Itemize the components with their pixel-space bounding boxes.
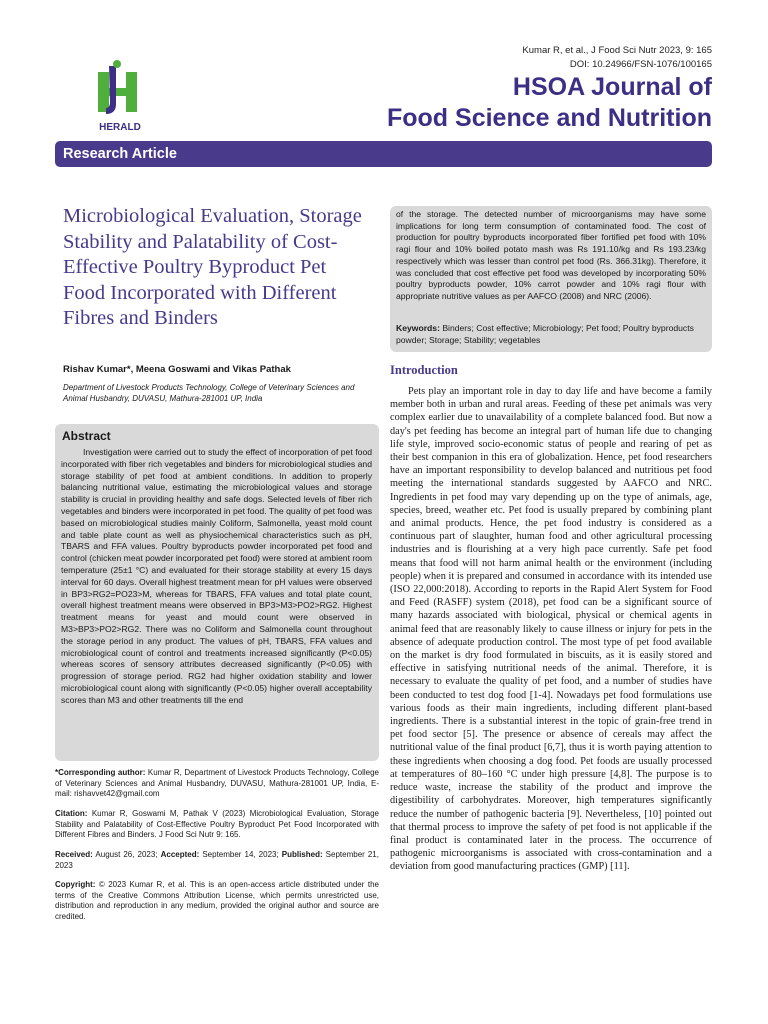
keywords xyxy=(396,323,706,346)
abstract-continuation: of the storage. The detected number of microorganisms may have some implications for long term consumption of contaminated food. The cost of production for poultry byproducts incorporated fiber fortified pet food with 10% ragi flour and 10% boiled potato mash was Rs 191.10/kg and Rs 193.23/kg respectively which was lesser than control pet food (Rs. 366.31kg). Therefore, it was concluded that cost effective pet food was developed by incorporating 50% poultry byproducts powder, 10% carrot powder and 10% ragi flour with appropriate nutritive values as per AAFCO (2008) and NRC (2006). xyxy=(396,209,706,301)
accepted-label: Accepted: xyxy=(160,850,200,859)
affiliation: Department of Livestock Products Technology, College of Veterinary Sciences and Animal Husbandry, DUVASU, Mathura-281001 UP, India xyxy=(63,383,355,403)
abstract-continuation-box xyxy=(390,206,712,352)
corresponding-label: *Corresponding author: xyxy=(55,768,146,777)
copyright-label: Copyright: xyxy=(55,880,96,889)
citation-block xyxy=(55,809,379,841)
journal-title-line1: HSOA Journal of xyxy=(512,73,712,101)
received-date: August 26, 2023; xyxy=(95,850,158,859)
published-date: September 21, 2023 xyxy=(55,850,379,870)
keywords-text: Binders; Cost effective; Microbiology; Pet food; Poultry byproducts powder; Storage; Stability; vegetables xyxy=(396,323,694,345)
copyright-text: © 2023 Kumar R, et al. This is an open-access article distributed under the terms of the Creative Commons Attribution License, which permits unrestricted use, distribution and reproduction in any medium, provided the original author and source are credited. xyxy=(55,880,379,921)
corresponding-author xyxy=(55,768,379,800)
abstract-heading: Abstract xyxy=(62,429,111,443)
citation-text: Kumar R, Goswami M, Pathak V (2023) Microbiological Evaluation, Storage Stability and Palatability of Cost-Effective Poultry Byproduct Pet Food Incorporated with Different Fibres and Binders. J Food Sci Nutr 9: 165. xyxy=(55,809,379,839)
article-title: Microbiological Evaluation, Storage Stability and Palatability of Cost-Effective Poultry Byproduct Pet Food Incorporated with Different Fibres and Binders xyxy=(63,205,362,329)
abstract-text-content: Investigation were carried out to study the effect of incorporation of pet food incorporated with fiber rich vegetables and binders for microbiological studies and storage stability of pet food at ambient conditions. In addition to properly balancing nutritional value, estimating the microbiological values and storage stability is crucial in providing healthy and safe dogs. Selected levels of fiber rich vegetables and binders were incorporated in pet food. The quality of pet food was based on microbiological studies mainly Coliform, Salmonella, yeast mold count and table plate count as well as physiochemical characteristics such as pH, TBARS and FFA values. Poultry byproducts powder incorporated pet food and control (chicken meat powder incorporated pet food) were stored at ambient room temperature (25±1 °C) and evaluated for their storage stability at every 15 days interval for 60 days. Overall highest treatment mean for pH values were observed in BP3>RG2=PO23>M, whereas for TBARS, FFA values and total plate count, overall highest treatment means were observed in BP3>M3>PO2>RG2. Highest treatment means for yeast and mould count were observed in M3>BP3>PO2>RG2. There was no Coliform and Salmonella count throughout the storage period in any product. The values of pH, TBARS, FFA values and microbiological count of control and treatments increased significantly (P<0.05) whereas scores of sensory attributes decreased significantly (P<0.05) with progression of storage period. RG2 had higher oxidation stability and lower microbiological count along with significantly (P<0.05) higher overall acceptability scores than M3 and other treatments till the end xyxy=(61,447,372,705)
abstract-text xyxy=(61,447,372,707)
authors: Rishav Kumar*, Meena Goswami and Vikas Pathak xyxy=(63,364,291,375)
citation-line: Kumar R, et al., J Food Sci Nutr 2023, 9: 165 xyxy=(522,45,712,56)
copyright-block xyxy=(55,880,379,922)
introduction-heading: Introduction xyxy=(390,363,458,377)
journal-title xyxy=(387,72,712,134)
abstract-box xyxy=(55,424,379,761)
received-label: Received: xyxy=(55,850,93,859)
introduction-text: Pets play an important role in day to day life and have become a family member both in urban and rural areas. Feeding of these pet animals was very complex earlier due to unavailability of a complete balanced food. But now a day's pet feeding has become an integral part of human life due to changing life style, improved socio-economic status of people and rearing of pet as their best companion in this era of globalization. Hence, pet food researchers have an important responsibility to develop balanced and nutritious pet food meeting the international standards suggested by AAFCO and NRC. Ingredients in pet food may vary depending up on the type of animals, age, species, breed, weather etc. Pet food is usually prepared by combining plant and animal products. Hence, the pet food industry is considered as a continuous part of slaughter, human food and other agricultural processing industries and is flourishing at a very high pace currently. Safe pet food means that food will not harm animal health or the environment (including people) when it is prepared and consumed in accordance with its intended use (ISO 22,000:2018). According to reports in the Rapid Alert System for Food and Feed (RASFF) system (2018), pet food can be a significant source of many hazards associated with biological, physical or chemical agents in animal feed that are reasonably likely to cause illness or injury for pets in the absence of adequate production control. The most type of pet food available on the market is dry food formulated in biscuits, as it is easily stored and effective in satisfying nutritional needs of the animal. Therefore, it is necessary to evaluate the quality of pet food, and a number of studies have been conducted to test dog food [1-4]. Nowadays pet food formulations use various foods as their main ingredients, including different plant-based ingredients. There is a substantial interest in the topic of grain-free trend in pet food sector [5]. The presence or absence of cereals may affect the nutritional value of the final product [6,7], thus it is worth paying attention to these ingredients when choosing a dog food. Pet foods are usually processed at temperatures of 80–160 °C under high pressure [4,8]. The purpose is to reduce waste, increase the stability of the product and improve the digestibility of carbohydrates. Moreover, high temperatures significantly reduce the number of pathogenic bacteria [9]. Nevertheless, [10] pointed out that thermal process to improve the safety of pet food is not applicable if the final product is contaminated later in the process. The occurrence of pathogenic microorganisms is associated with cross-contamination and a deviation from good manufacturing practices (GMP) [11]. xyxy=(390,386,712,873)
dates-block xyxy=(55,850,379,871)
corresponding-text: Kumar R, Department of Livestock Products Technology, College of Veterinary Sciences and Animal Husbandry, DUVASU, Mathura-281001 UP, India, E-mail: rishavvet42@gmail.com xyxy=(55,768,380,798)
published-label: Published: xyxy=(281,850,323,859)
keywords-label: Keywords: xyxy=(396,323,440,333)
accepted-date: September 14, 2023; xyxy=(202,850,279,859)
logo-text: HERALD xyxy=(99,122,141,133)
herald-logo xyxy=(84,58,156,134)
citation-label: Citation: xyxy=(55,809,88,818)
article-type-banner: Research Article xyxy=(55,141,712,167)
doi-line: DOI: 10.24966/FSN-1076/100165 xyxy=(569,59,712,70)
header-citation xyxy=(522,44,712,72)
journal-title-line2: Food Science and Nutrition xyxy=(386,104,712,132)
